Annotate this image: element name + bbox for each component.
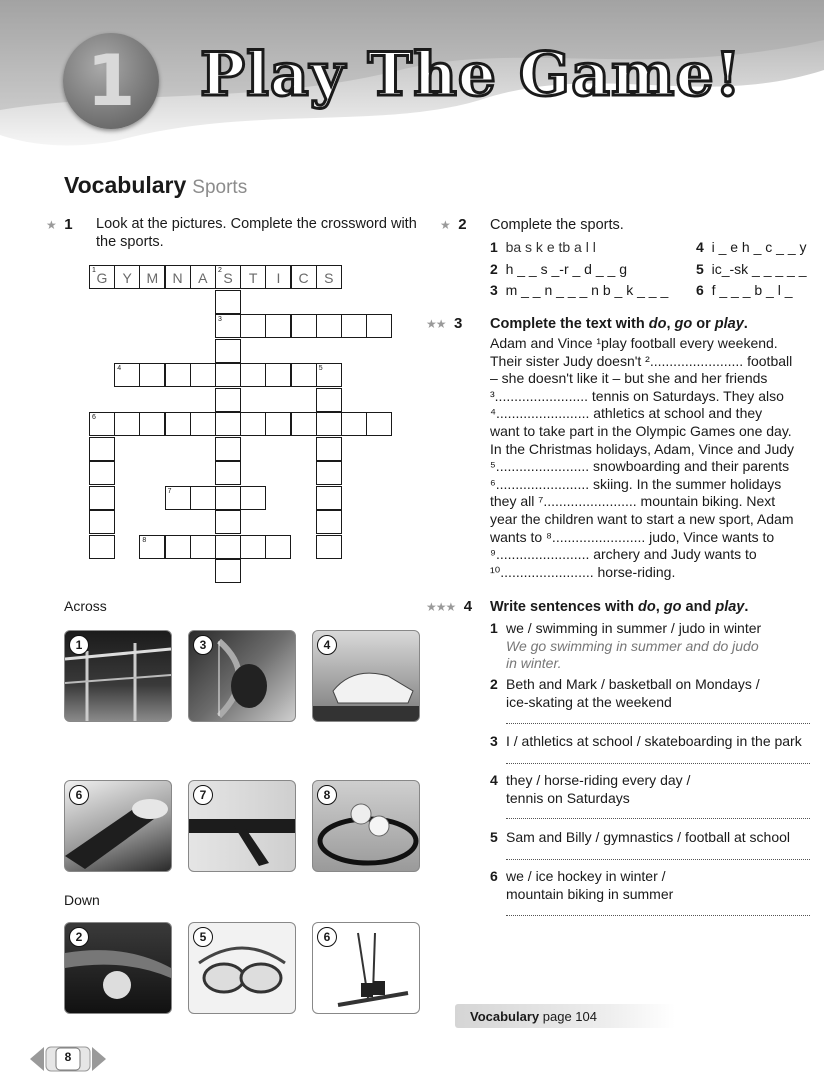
crossword-cell[interactable]: [366, 314, 392, 338]
crossword-cell[interactable]: [89, 412, 115, 436]
crossword-cell[interactable]: [215, 437, 241, 461]
crossword-cell[interactable]: [139, 412, 165, 436]
crossword-cell[interactable]: [215, 412, 241, 436]
crossword-cell[interactable]: [215, 535, 241, 559]
section-title-text: Vocabulary: [64, 172, 187, 198]
photo-down-6: [312, 922, 420, 1014]
ex2-item-number: 1: [490, 239, 498, 255]
crossword-cell[interactable]: [215, 290, 241, 314]
ex3-word-play: play: [714, 316, 744, 332]
crossword-cell[interactable]: [240, 486, 266, 510]
ex4-item-number: 2: [490, 676, 498, 692]
next-page-arrow-icon[interactable]: [92, 1047, 106, 1071]
crossword-cell[interactable]: [341, 412, 367, 436]
crossword-cell[interactable]: [240, 535, 266, 559]
crossword-cell[interactable]: [316, 412, 342, 436]
crossword-clue-number: 7: [167, 487, 172, 495]
photo-number: 8: [317, 785, 337, 805]
ex2-item-number: 2: [490, 260, 498, 277]
photo-across-6: [64, 780, 172, 872]
ex2-header: [440, 216, 467, 234]
unit-title: Play The Game!: [200, 40, 742, 110]
ref-page: page 104: [542, 1009, 597, 1024]
photo-across-7: [188, 780, 296, 872]
ex2-item-text: ic_-sk _ _ _ _ _: [711, 260, 807, 277]
photo-down-5: [188, 922, 296, 1014]
ex3-number: 3: [453, 315, 463, 332]
crossword-cell[interactable]: [316, 265, 342, 289]
crossword-cell[interactable]: [215, 314, 241, 338]
ex4-item-number: 6: [490, 868, 498, 884]
photo-number: 6: [69, 785, 89, 805]
ex4-item-6: [490, 868, 674, 902]
crossword-letter: Y: [122, 270, 132, 286]
crossword-cell[interactable]: [265, 265, 291, 289]
photo-down-2: [64, 922, 172, 1014]
ex3-text: [490, 335, 815, 581]
ex3-text-line: ¹⁰........................ horse-riding.: [490, 563, 676, 580]
ex3-text-line: want to take part in the Olympic Games one day.: [490, 422, 792, 439]
crossword-letter: I: [276, 270, 281, 286]
ref-bold: Vocabulary: [470, 1009, 540, 1024]
crossword-cell[interactable]: [265, 535, 291, 559]
ex4-answer-line-2[interactable]: [506, 723, 810, 724]
crossword-cell[interactable]: [366, 412, 392, 436]
ex4-prompt: ice-skating at the weekend: [506, 694, 672, 710]
crossword-letter: S: [324, 270, 334, 286]
crossword-cell[interactable]: [291, 314, 317, 338]
ex4-answer-line-4[interactable]: [506, 818, 810, 819]
ex4-prompt: Beth and Mark / basketball on Mondays /: [506, 676, 760, 692]
ex3-text-line: In the Christmas holidays, Adam, Vince and Judy: [490, 440, 795, 457]
ex4-header: [426, 598, 472, 616]
ex4-prompt: we / swimming in summer / judo in winter: [506, 620, 762, 636]
ex3-text-line: ⁵........................ snowboarding and their parents: [490, 458, 790, 475]
photo-number: 1: [69, 635, 89, 655]
ex3-word-do: do: [648, 316, 667, 332]
crossword-cell[interactable]: [215, 461, 241, 485]
vocabulary-reference[interactable]: [470, 1009, 597, 1024]
ex2-item-text: m _ _ n _ _ _ n b _ k _ _ _: [505, 282, 669, 298]
photo-across-1: [64, 630, 172, 722]
crossword-cell[interactable]: [139, 535, 165, 559]
ex3-end: .: [743, 316, 748, 332]
ex4-word-play: play: [715, 599, 745, 615]
crossword-cell[interactable]: [139, 363, 165, 387]
ex4-prompt: they / horse-riding every day /: [506, 772, 691, 788]
crossword-cell[interactable]: [341, 314, 367, 338]
ex2-item-text: f _ _ _ b _ l _: [711, 282, 793, 298]
ex4-prompt: Sam and Billy / gymnastics / football at school: [506, 829, 791, 845]
crossword-cell[interactable]: [265, 314, 291, 338]
crossword-clue-number: 6: [92, 414, 96, 421]
ex4-sep: ,: [655, 599, 664, 615]
down-label: Down: [64, 892, 100, 908]
crossword-cell[interactable]: [190, 535, 216, 559]
ex3-text-line: Their sister Judy doesn't ²........................ football: [490, 352, 793, 369]
crossword-cell[interactable]: [89, 461, 115, 485]
crossword-clue-number: 1: [92, 267, 96, 274]
section-subtitle: Sports: [192, 177, 248, 198]
crossword-cell[interactable]: [215, 265, 241, 289]
crossword-cell[interactable]: [215, 363, 241, 387]
photo-across-4: [312, 630, 420, 722]
ex4-prompt: I / athletics at school / skateboarding in the park: [506, 733, 802, 749]
ex4-sep: and: [681, 599, 716, 615]
ex2-items: [490, 237, 820, 302]
crossword-clue-number: 5: [318, 365, 323, 372]
photo-across-8: [312, 780, 420, 872]
crossword-cell[interactable]: [89, 535, 115, 559]
crossword-cell[interactable]: [316, 314, 342, 338]
crossword-cell[interactable]: [316, 437, 342, 461]
page-number: 8: [64, 1050, 72, 1064]
ex3-text-line: ³........................ tennis on Saturdays. They also: [490, 387, 784, 404]
crossword-cell[interactable]: [240, 412, 266, 436]
crossword-cell[interactable]: [114, 412, 140, 436]
crossword-letter: A: [198, 270, 208, 286]
ex4-stars: ★★★: [426, 600, 456, 614]
crossword-cell[interactable]: [89, 486, 115, 510]
ex3-text-line: ⁹........................ archery and Judy wants to: [490, 546, 757, 563]
ex4-item-number: 3: [490, 733, 498, 749]
crossword-cell[interactable]: [240, 314, 266, 338]
crossword-cell[interactable]: [215, 339, 241, 363]
photo-number: 4: [317, 635, 337, 655]
ex4-word-go: go: [663, 599, 682, 615]
crossword-cell[interactable]: [165, 363, 191, 387]
crossword-cell[interactable]: [316, 486, 342, 510]
ex3-text-line: ⁴........................ athletics at school and they: [490, 405, 763, 422]
crossword-clue-number: 4: [117, 365, 122, 372]
ex3-instruction: [490, 315, 748, 333]
crossword-letter: C: [298, 270, 309, 286]
crossword-cell[interactable]: [190, 486, 216, 510]
ex4-example-answer: in winter.: [506, 655, 562, 671]
crossword-cell[interactable]: [165, 412, 191, 436]
crossword-cell[interactable]: [215, 486, 241, 510]
crossword-cell[interactable]: [89, 510, 115, 534]
crossword-clue-number: 2: [218, 267, 222, 274]
crossword-cell[interactable]: [165, 535, 191, 559]
ex2-item-number: 5: [696, 260, 704, 277]
ex4-word-do: do: [638, 599, 656, 615]
ex2-item-text: h _ _ s _-r _ d _ _ g: [505, 260, 627, 277]
crossword-clue-number: 8: [142, 536, 147, 544]
ex3-word-go: go: [674, 316, 693, 332]
ex1-instruction: Look at the pictures. Complete the crossword with the sports.: [96, 216, 417, 250]
ex4-item-5: [490, 829, 791, 847]
ex3-sep: or: [692, 316, 715, 332]
ex1-stars: ★: [46, 218, 56, 232]
crossword-cell[interactable]: [291, 363, 317, 387]
photo-number: 3: [193, 635, 213, 655]
ex4-item-number: 1: [490, 620, 498, 636]
ex4-prompt: tennis on Saturdays: [506, 790, 630, 806]
ex1-number: 1: [64, 216, 73, 233]
unit-number: 1: [86, 40, 136, 122]
crossword-letter: N: [172, 270, 183, 286]
photo-number: 2: [69, 927, 89, 947]
ex4-answer-line-5[interactable]: [506, 859, 810, 860]
crossword-cell[interactable]: [291, 265, 317, 289]
photo-across-3: [188, 630, 296, 722]
ex2-item-text: i _ e h _ c _ _ y: [711, 239, 807, 255]
crossword-cell[interactable]: [215, 388, 241, 412]
crossword-cell[interactable]: [215, 559, 241, 583]
crossword-cell[interactable]: [240, 363, 266, 387]
ex2-number: 2: [458, 216, 467, 233]
crossword-cell[interactable]: [265, 363, 291, 387]
crossword-cell[interactable]: [215, 510, 241, 534]
ex2-stars: ★: [440, 218, 450, 232]
ex2-item-number: 3: [490, 282, 498, 298]
crossword-cell[interactable]: [165, 486, 191, 510]
ex4-prompt: we / ice hockey in winter /: [506, 868, 666, 884]
ex3-text-line: year the children want to start a new sport, Adam: [490, 510, 794, 527]
crossword-cell[interactable]: [240, 265, 266, 289]
ex3-header: [426, 315, 462, 333]
crossword-letter: G: [96, 270, 108, 286]
ex3-sep: ,: [666, 316, 675, 332]
ex4-instruction: [490, 598, 748, 616]
photo-number: 6: [317, 927, 337, 947]
ex3-text-line: ⁶........................ skiing. In the summer holidays: [490, 475, 782, 492]
crossword-cell[interactable]: [139, 265, 165, 289]
crossword-cell[interactable]: [190, 412, 216, 436]
ex2-item-number: 6: [696, 282, 704, 298]
crossword-cell[interactable]: [89, 265, 115, 289]
crossword-cell[interactable]: [291, 412, 317, 436]
ex4-item-number: 4: [490, 772, 498, 788]
ex3-text-line: – she doesn't like it – but she and her friends: [490, 370, 768, 387]
ex4-item-3: [490, 733, 802, 751]
ex2-item-number: 4: [696, 239, 704, 255]
across-label: Across: [64, 598, 107, 614]
crossword-letter: M: [146, 270, 159, 286]
crossword-cell[interactable]: [114, 265, 140, 289]
ex2-item-text: ba s k e tb a l l: [505, 239, 596, 255]
ex4-item-number: 5: [490, 829, 498, 845]
crossword-cell[interactable]: [316, 535, 342, 559]
ex4-example-answer: We go swimming in summer and do judo: [506, 638, 759, 654]
ex4-item-4: [490, 772, 691, 806]
ex4-instr-text: Write sentences with: [490, 599, 638, 615]
crossword-cell[interactable]: [316, 510, 342, 534]
crossword-letter: T: [248, 270, 258, 286]
crossword-cell[interactable]: [114, 363, 140, 387]
ex3-stars: ★★: [426, 317, 446, 331]
crossword-cell[interactable]: [265, 412, 291, 436]
ex3-instr-text: Complete the text with: [490, 316, 649, 332]
ex3-text-line: they all ⁷........................ mountain biking. Next: [490, 493, 776, 510]
ex3-text-line: Adam and Vince ¹play football every weekend.: [490, 335, 778, 351]
crossword-cell[interactable]: [89, 437, 115, 461]
ex4-answer-line-3[interactable]: [506, 763, 810, 764]
ex2-instruction: Complete the sports.: [490, 217, 624, 233]
crossword-cell[interactable]: [316, 461, 342, 485]
ex4-end: .: [744, 599, 749, 615]
ex4-answer-line-6[interactable]: [506, 915, 810, 916]
crossword-cell[interactable]: [190, 363, 216, 387]
photo-number: 5: [193, 927, 213, 947]
ex4-prompt: mountain biking in summer: [506, 886, 674, 902]
crossword-letter: S: [223, 270, 233, 286]
crossword-clue-number: 3: [218, 316, 222, 323]
ex3-text-line: wants to ⁸........................ judo, Vince wants to: [490, 528, 775, 545]
crossword-cell[interactable]: [316, 363, 342, 387]
prev-page-arrow-icon[interactable]: [30, 1047, 44, 1071]
ex4-item-2: [490, 676, 760, 710]
crossword-cell[interactable]: [190, 265, 216, 289]
ex4-number: 4: [463, 598, 473, 615]
photo-number: 7: [193, 785, 213, 805]
ex4-item-1: [490, 620, 762, 671]
crossword-cell[interactable]: [165, 265, 191, 289]
crossword-cell[interactable]: [316, 388, 342, 412]
